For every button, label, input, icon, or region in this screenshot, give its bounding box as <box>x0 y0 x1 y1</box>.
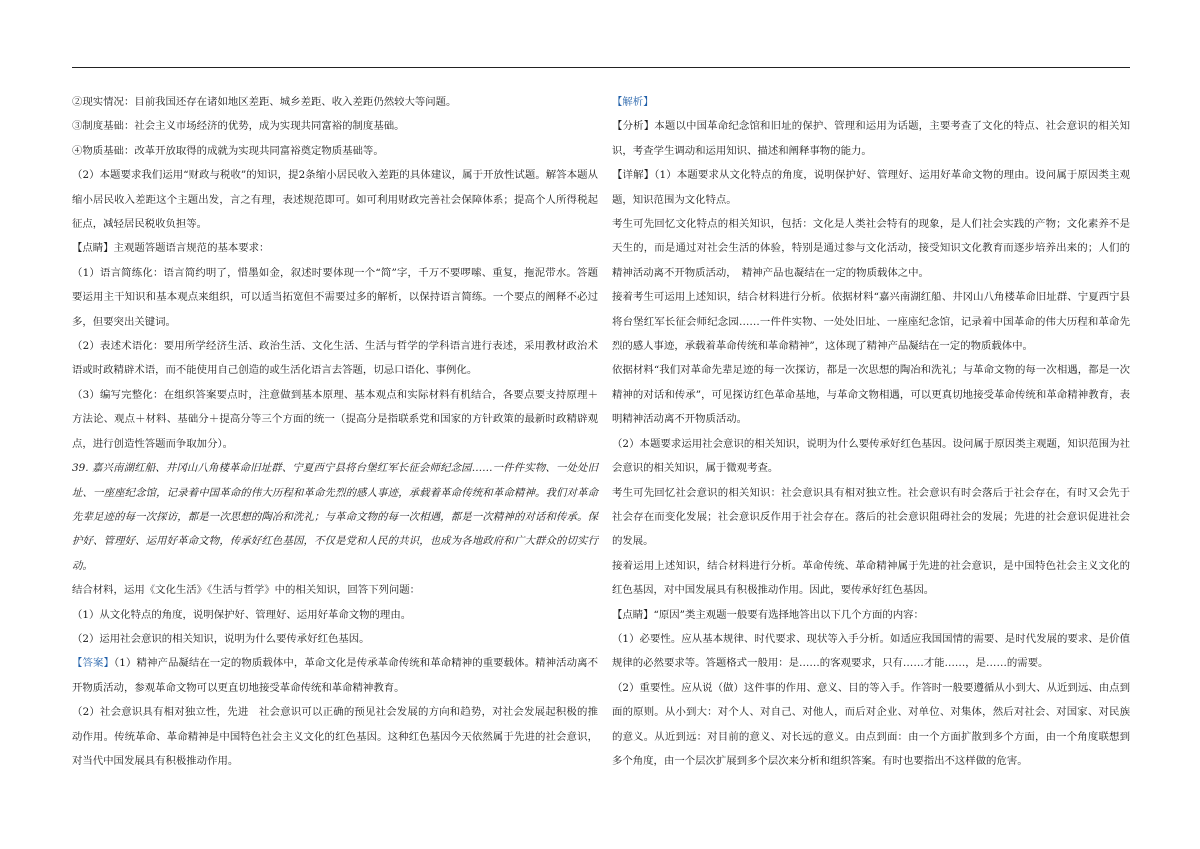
left-paragraph <box>72 700 598 773</box>
paragraph-text: 【点睛】“原因”类主观题一般要有选择地答出以下几个方面的内容： <box>612 608 924 621</box>
paragraph-text: （1）必要性。应从基本规律、时代要求、现状等入手分析。如适应我国国情的需要、是时代发展的要求、是价值规律的必然要求等。答题格式一般用：是……的客观要求，只有……才能……，是……的需要。 <box>612 632 1130 670</box>
section-label: 【解析】 <box>612 96 654 108</box>
right-column <box>612 90 1130 773</box>
right-paragraph <box>612 627 1130 676</box>
paragraph-text: 【详解】（1）本题要求从文化特点的角度，说明保护好、管理好、运用好革命文物的理由。设问属于原因类主观题，知识范围为文化特点。 <box>612 169 1130 206</box>
right-paragraph <box>612 358 1130 431</box>
paragraph-text: （2）重要性。应从说（做）这件事的作用、意义、目的等入手。作答时一般要遵循从小到大、从近到远、由点到面的原则。从小到大：对个人、对自己、对他人，而后对企业、对单位、对集体，然后对社会、对国家、对民族的意义。从近到远：对目前的意义、对长远的意义。由点到面：由一个方面扩散到多个方面，由一个角度联想到多个角度，由一个层次扩展到多个层次来分析和组织答案。有时也要指出不这样做的危害。 <box>612 681 1130 767</box>
right-paragraph <box>612 481 1130 554</box>
right-paragraph <box>612 554 1130 603</box>
right-paragraph <box>612 212 1130 285</box>
left-paragraph <box>72 334 598 383</box>
paragraph-text: （2）表述术语化：要用所学经济生活、政治生活、文化生活、生活与哲学的学科语言进行表述，采用教材政治术语或时政精辟术语，而不能使用自己创造的或生活化语言去答题，切忌口语化、事例化。 <box>72 340 598 377</box>
left-paragraph <box>72 261 598 334</box>
paragraph-text: （2）社会意识具有相对独立性，先进 社会意识可以正确的预见社会发展的方向和趋势，对社会发展起积极的推动作用。传统革命、革命精神是中国特色社会主义文化的红色基因。这种红色基因今天依然属于先进的社会意识，对当代中国发展具有积极推动作用。 <box>72 706 598 767</box>
paragraph-text: ②现实情况：目前我国还存在诸如地区差距、城乡差距、收入差距仍然较大等问题。 <box>72 96 457 108</box>
right-paragraph <box>612 432 1130 481</box>
right-paragraph <box>612 603 1130 627</box>
paragraph-text: 结合材料，运用《文化生活》《生活与哲学》中的相关知识，回答下列问题： <box>72 584 421 597</box>
left-paragraph <box>72 114 598 138</box>
paragraph-text: 接着运用上述知识，结合材料进行分析。革命传统、革命精神属于先进的社会意识，是中国特色社会主义文化的红色基因，对中国发展具有积极推动作用。因此，要传承好红色基因。 <box>612 559 1130 597</box>
right-paragraph <box>612 114 1130 163</box>
paragraph-text: 【点睛】主观题答题语言规范的基本要求： <box>72 242 270 255</box>
paragraph-text: 考生可先回忆社会意识的相关知识：社会意识具有相对独立性。社会意识有时会落后于社会存在，有时又会先于社会存在而变化发展；社会意识反作用于社会存在。落后的社会意识阻碍社会的发展；先进的社会意识促进社会的发展。 <box>612 486 1130 548</box>
paragraph-text: （2）运用社会意识的相关知识，说明为什么要传承好红色基因。 <box>72 632 370 645</box>
paragraph-text: 考生可先回忆文化特点的相关知识，包括：文化是人类社会特有的现象，是人们社会实践的产物；文化素养不是天生的，而是通过对社会生活的体验，特别是通过参与文化活动，接受知识文化教育而逐步培养出来的；人们的精神活动离不开物质活动， 精神产品也凝结在一定的物质载体之中。 <box>612 218 1130 279</box>
right-paragraph <box>612 285 1130 358</box>
left-paragraph <box>72 627 598 651</box>
left-paragraph <box>72 578 598 602</box>
right-paragraph <box>612 163 1130 212</box>
left-paragraph <box>72 90 598 114</box>
header-rule <box>72 67 1130 68</box>
paragraph-text: ④物质基础：改革开放取得的成就为实现共同富裕奠定物质基础等。 <box>72 144 384 157</box>
paragraph-text: 接着考生可运用上述知识，结合材料进行分析。依据材料“嘉兴南湖红船、井冈山八角楼革命旧址群、宁夏西宁县将台堡红军长征会师纪念园……一件件实物、一处处旧址、一座座纪念馆，记录着中国革命的伟大历程和革命先烈的感人事迹，承载着革命传统和革命精神”，这体现了精神产品凝结在一定的物质载体中。 <box>612 291 1130 353</box>
paragraph-text: （1）语言简练化：语言简约明了，惜墨如金，叙述时要体现一个“简”字，千万不要啰嗦、重复，拖泥带水。答题要运用主干知识和基本观点来组织，可以适当拓宽但不需要过多的解析，以保持语言简练。一个要点的阐释不必过多，但要突出关键词。 <box>72 266 598 328</box>
paragraph-text: （1）精神产品凝结在一定的物质载体中，革命文化是传承革命传统和革命精神的重要载体。精神活动离不开物质活动，参观革命文物可以更直切地接受革命传统和革命精神教育。 <box>72 657 599 694</box>
left-paragraph <box>72 456 598 578</box>
left-paragraph <box>72 236 598 260</box>
left-paragraph <box>72 383 598 456</box>
paragraph-text: （2）本题要求运用社会意识的相关知识，说明为什么要传承好红色基因。设问属于原因类主观题，知识范围为社会意识的相关知识，属于微观考查。 <box>612 437 1130 475</box>
right-paragraph <box>612 676 1130 774</box>
paragraph-text: （2）本题要求我们运用“财政与税收”的知识，提2条缩小居民收入差距的具体建议，属于开放性试题。解答本题从缩小居民收入差距这个主题出发，言之有理，表述规范即可。如可利用财政完善社会保障体系；提高个人所得税起征点，减轻居民税收负担等。 <box>72 169 598 231</box>
paragraph-text: 39. 嘉兴南湖红船、井冈山八角楼革命旧址群、宁夏西宁县将台堡红军长征会师纪念园……一件件实物、一处处旧址、一座座纪念馆，记录着中国革命的伟大历程和革命先烈的感人事迹，承载着革命传统和革命精神。我们对革命先辈足迹的每一次探访，都是一次思想的陶冶和洗礼；与革命文物的每一次相遇，都是一次精神的对话和传承。保护好、管理好、运用好革命文物，传承好红色基因，不仅是党和人民的共识，也成为各地政府和广大群众的切实行动。 <box>72 462 598 572</box>
left-column <box>72 90 598 773</box>
paragraph-text: （1）从文化特点的角度，说明保护好、管理好、运用好革命文物的理由。 <box>72 608 412 621</box>
paragraph-text: （3）编写完整化：在组织答案要点时，注意做到基本原理、基本观点和实际材料有机结合，各要点要支持原理＋方法论、观点＋材料、基础分＋提高分等三个方面的统一（提高分是指联系党和国家的方针政策的最新时政精辟观点，进行创造性答题而争取加分）。 <box>72 388 598 450</box>
section-label: 【答案】 <box>72 657 114 670</box>
paragraph-text: 依据材料“我们对革命先辈足迹的每一次探访，都是一次思想的陶冶和洗礼；与革命文物的每一次相遇，都是一次精神的对话和传承”，可见探访红色革命基地，与革命文物相遇，可以更真切地接受革命传统和革命精神教育，表明精神活动离不开物质活动。 <box>612 364 1130 426</box>
paragraph-text: ③制度基础：社会主义市场经济的优势，成为实现共同富裕的制度基础。 <box>72 120 405 133</box>
right-paragraph <box>612 90 1130 114</box>
left-paragraph <box>72 603 598 627</box>
left-paragraph <box>72 163 598 236</box>
left-paragraph <box>72 139 598 163</box>
paragraph-text: 【分析】本题以中国革命纪念馆和旧址的保护、管理和运用为话题，主要考查了文化的特点、社会意识的相关知识，考查学生调动和运用知识、描述和阐释事物的能力。 <box>612 120 1130 157</box>
left-paragraph <box>72 651 598 700</box>
